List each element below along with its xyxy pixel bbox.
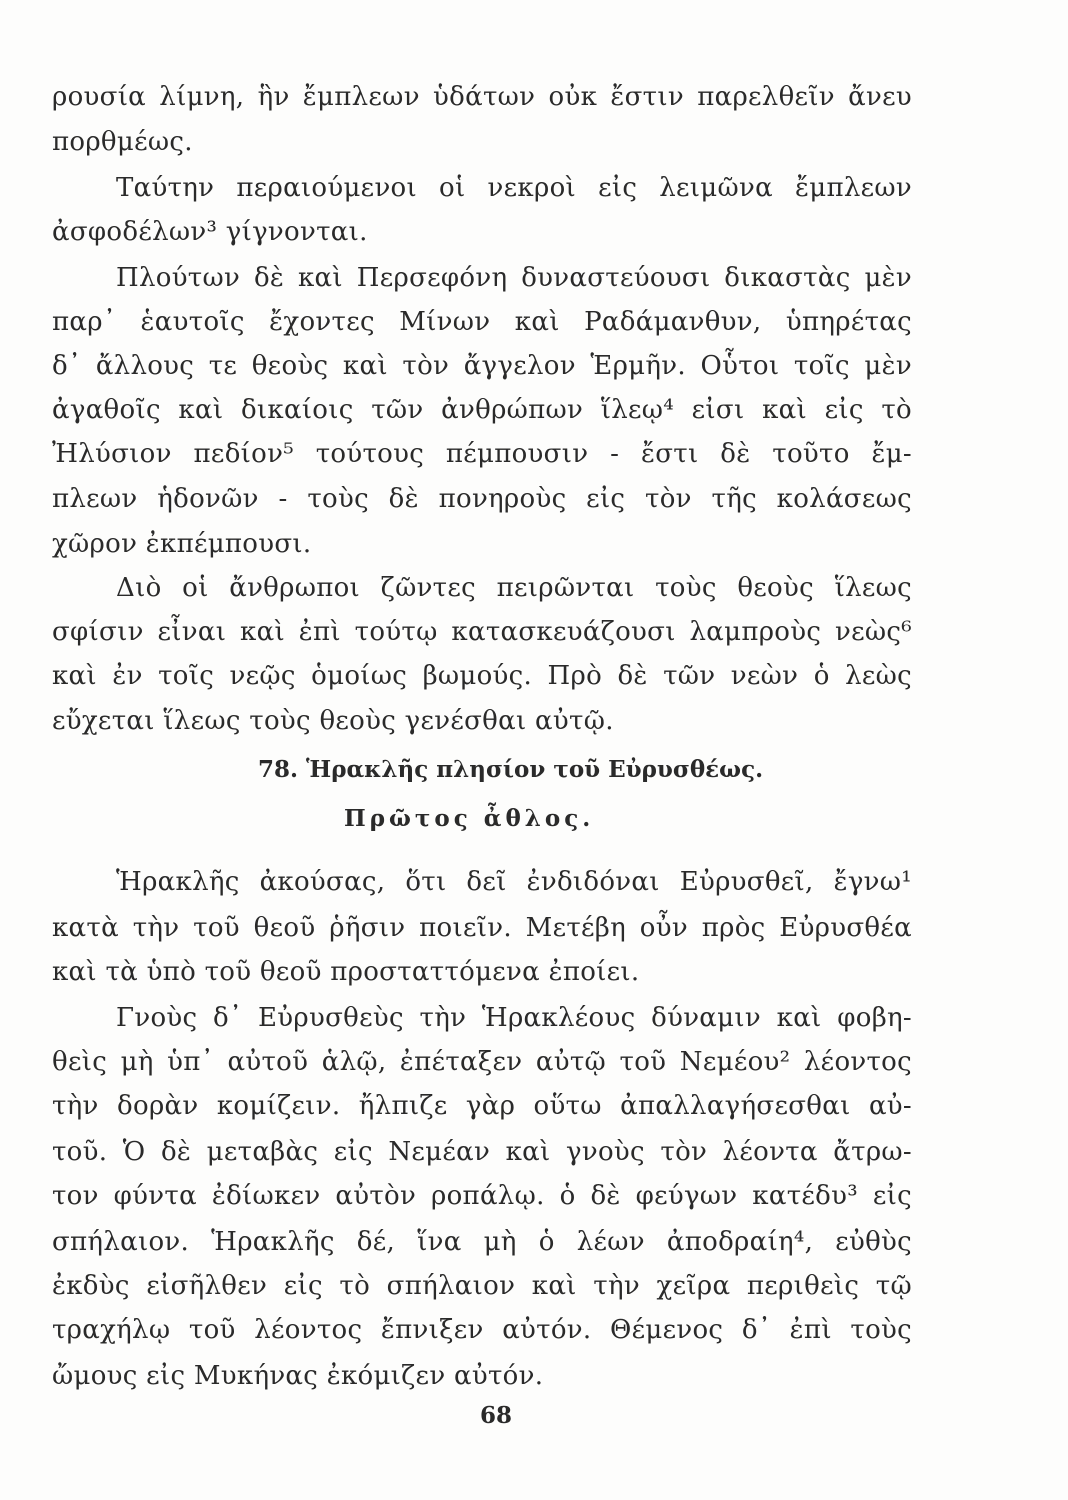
text-line: Πλούτων δὲ καὶ Περσεφόνη δυναστεύουσι δικαστὰς μὲν (116, 263, 912, 293)
section-subheading: Πρῶτος ἆθλος. (344, 805, 595, 832)
text-line: Ἠλύσιον πεδίον⁵ τούτους πέμπουσιν - ἔστι δὲ τοῦτο ἔμ- (52, 439, 912, 469)
text-line: τὴν δορὰν κομίζειν. ἤλπιζε γὰρ οὕτω ἀπαλλαγήσεσθαι αὐ- (52, 1091, 912, 1121)
text-line: τραχήλῳ τοῦ λέοντος ἔπνιξεν αὐτόν. Θέμενος δ᾽ ἐπὶ τοὺς (52, 1315, 912, 1345)
text-line: Ἡρακλῆς ἀκούσας, ὅτι δεῖ ἐνδιδόναι Εὐρυσθεῖ, ἔγνω¹ (116, 867, 912, 897)
section-heading: 78. Ἡρακλῆς πλησίον τοῦ Εὐρυσθέως. (258, 756, 764, 783)
text-line: πορθμέως. (52, 127, 193, 157)
text-line: χῶρον ἐκπέμπουσι. (52, 529, 312, 559)
text-line: ἐκδὺς εἰσῆλθεν εἰς τὸ σπήλαιον καὶ τὴν χεῖρα περιθεὶς τῷ (52, 1271, 912, 1301)
text-line: καὶ τὰ ὑπὸ τοῦ θεοῦ προσταττόμενα ἐποίει. (52, 957, 640, 987)
text-line: Διὸ οἱ ἄνθρωποι ζῶντες πειρῶνται τοὺς θεοὺς ἵλεως (116, 573, 912, 603)
text-line: κατὰ τὴν τοῦ θεοῦ ῥῆσιν ποιεῖν. Μετέβη οὖν πρὸς Εὐρυσθέα (52, 913, 912, 943)
text-line: Γνοὺς δ᾽ Εὐρυσθεὺς τὴν Ἡρακλέους δύναμιν καὶ φοβη- (116, 1003, 912, 1033)
text-line: παρ᾽ ἑαυτοῖς ἔχοντες Μίνων καὶ Ραδάμανθυν, ὑπηρέτας (52, 307, 912, 337)
text-line: Ταύτην περαιούμενοι οἱ νεκροὶ εἰς λειμῶνα ἔμπλεων (116, 173, 912, 203)
text-line: ρουσία λίμνη, ἣν ἔμπλεων ὑδάτων οὐκ ἔστιν παρελθεῖν ἄνευ (52, 82, 912, 112)
text-line: καὶ ἐν τοῖς νεῷς ὁμοίως βωμούς. Πρὸ δὲ τῶν νεὼν ὁ λεὼς (52, 661, 912, 691)
text-line: δ᾽ ἄλλους τε θεοὺς καὶ τὸν ἄγγελον Ἑρμῆν. Οὗτοι τοῖς μὲν (52, 351, 912, 381)
text-line: πλεων ἡδονῶν - τοὺς δὲ πονηροὺς εἰς τὸν τῆς κολάσεως (52, 484, 912, 514)
text-body-2 (52, 0, 1032, 1500)
text-line: σφίσιν εἶναι καὶ ἐπὶ τούτῳ κατασκευάζουσι λαμπροὺς νεὼς⁶ (52, 617, 912, 647)
text-line: ἀσφοδέλων³ γίγνονται. (52, 217, 368, 247)
text-line: ὤμους εἰς Μυκήνας ἐκόμιζεν αὐτόν. (52, 1361, 544, 1391)
text-line: τοῦ. Ὁ δὲ μεταβὰς εἰς Νεμέαν καὶ γνοὺς τὸν λέοντα ἄτρω- (52, 1137, 912, 1167)
text-line: τον φύντα ἐδίωκεν αὐτὸν ροπάλῳ. ὁ δὲ φεύγων κατέδυ³ εἰς (52, 1181, 912, 1211)
text-line: σπήλαιον. Ἡρακλῆς δέ, ἵνα μὴ ὁ λέων ἀποδραίη⁴, εὐθὺς (52, 1227, 912, 1257)
text-line: εὔχεται ἵλεως τοὺς θεοὺς γενέσθαι αὐτῷ. (52, 706, 614, 736)
text-line: ἀγαθοῖς καὶ δικαίοις τῶν ἀνθρώπων ἵλεῳ⁴ εἰσι καὶ εἰς τὸ (52, 395, 912, 425)
page-number: 68 (480, 1402, 513, 1429)
text-line: θεὶς μὴ ὑπ᾽ αὐτοῦ ἁλῷ, ἐπέταξεν αὐτῷ τοῦ Νεμέου² λέοντος (52, 1047, 912, 1077)
